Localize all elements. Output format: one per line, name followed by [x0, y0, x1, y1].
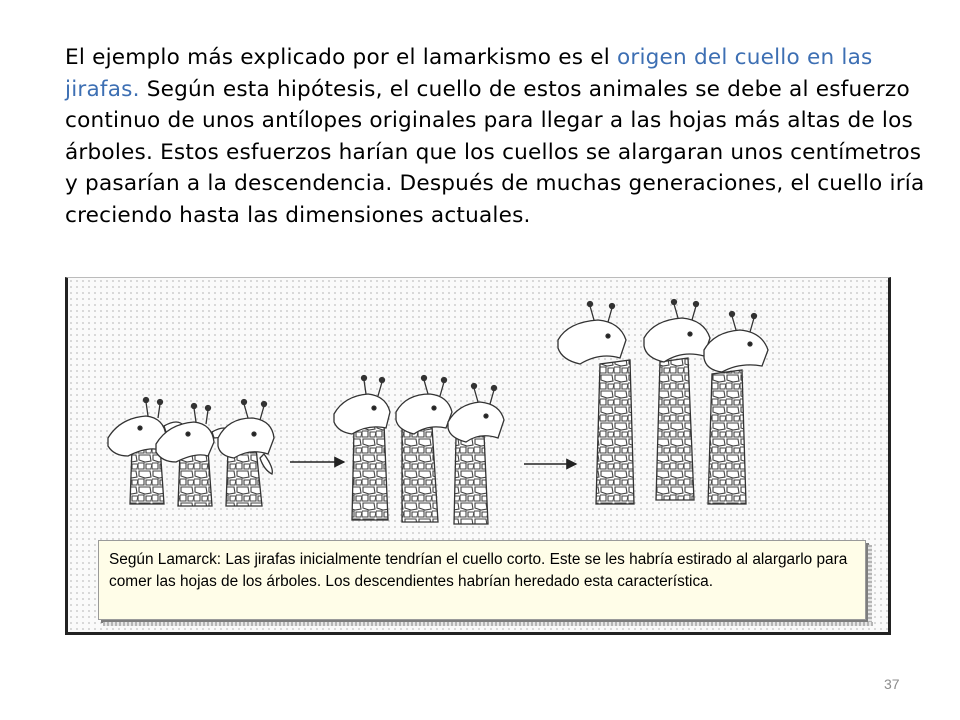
medium-neck-giraffe: [334, 376, 390, 521]
body-paragraph: [65, 42, 925, 232]
short-neck-giraffe-group: [108, 398, 274, 507]
medium-neck-giraffe-group: [334, 376, 504, 525]
short-neck-giraffe: [218, 400, 274, 507]
caption-lead: Según Lamarck:: [109, 551, 222, 568]
page-number: 37: [884, 676, 900, 692]
paragraph-text-before: El ejemplo más explicado por el lamarkismo es el: [65, 45, 617, 70]
caption-text: Las jirafas inicialmente tendrían el cuello corto. Este se les habría estirado al alargarlo para comer las hojas de los árboles. Los descendientes habrían heredado esta característica.: [109, 551, 848, 590]
paragraph-highlight: origen del cuello en las jirafas.: [65, 45, 873, 102]
caption-box: [98, 540, 866, 620]
medium-neck-giraffe: [448, 384, 504, 525]
short-neck-giraffe: [156, 404, 232, 507]
long-neck-giraffe: [558, 302, 634, 505]
long-neck-giraffe: [644, 300, 710, 501]
paragraph-text-after: Según esta hipótesis, el cuello de estos animales se debe al esfuerzo continuo de unos antílopes originales para llegar a las hojas más altas de los árboles. Estos esfuerzos harían que los cuellos se alargaran unos centímetros y pasarían a la descendencia. Después de muchas generaciones, el cuello iría creciendo hasta las dimensiones actuales.: [65, 76, 925, 228]
long-neck-giraffe-group: [558, 300, 768, 505]
caption-shadow: [868, 545, 872, 623]
caption-shadow: [103, 622, 873, 626]
long-neck-giraffe: [704, 312, 768, 505]
giraffe-evolution-figure: [65, 277, 891, 635]
medium-neck-giraffe: [396, 376, 452, 523]
